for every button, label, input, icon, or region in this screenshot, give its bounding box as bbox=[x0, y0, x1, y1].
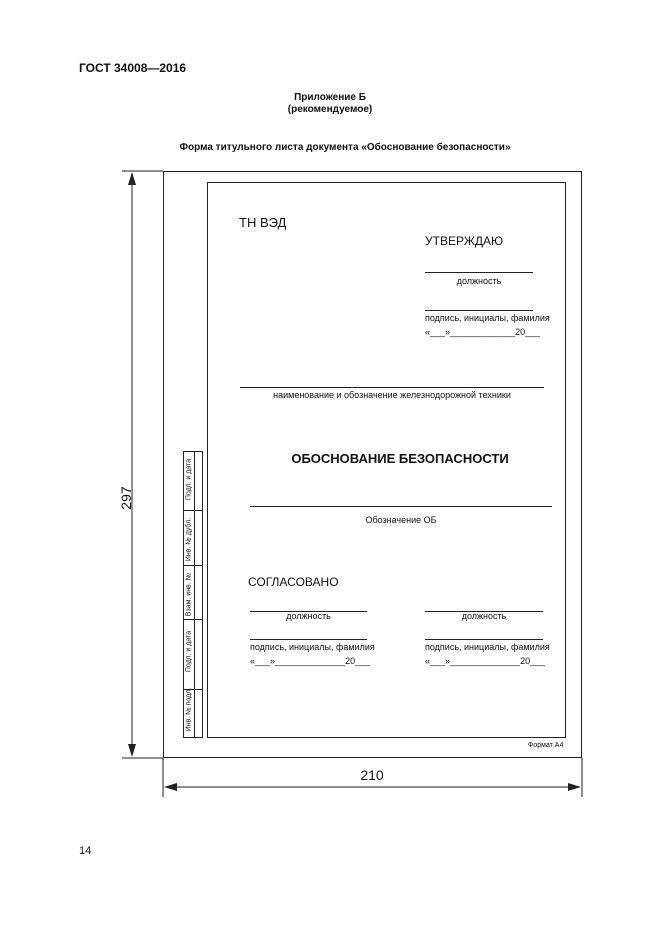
arrow-right-icon bbox=[568, 783, 581, 791]
arrow-left-icon bbox=[164, 783, 177, 791]
tech-name-caption: наименование и обозначение железнодорожной техники bbox=[273, 390, 511, 400]
format-label: Формат А4 bbox=[528, 742, 564, 749]
left-signature-caption: подпись, инициалы, фамилия bbox=[250, 642, 375, 652]
approve-date: «___»_____________20___ bbox=[425, 327, 541, 337]
side-label-sign-date-2: Подп. и дата bbox=[185, 630, 193, 673]
page-number: 14 bbox=[79, 845, 92, 857]
right-position-caption: должность bbox=[461, 611, 507, 621]
side-label-dup-inv: Инв. № дубл. bbox=[185, 517, 193, 562]
approve-signature-caption: подпись, инициалы, фамилия bbox=[425, 313, 550, 323]
height-dimension-label: 297 bbox=[118, 486, 134, 510]
side-label-replace-inv: Взам. инв. № bbox=[185, 572, 193, 617]
tn-ved-label: ТН ВЭД bbox=[239, 215, 287, 230]
side-label-sign-date-1: Подп. и дата bbox=[185, 458, 193, 501]
width-dimension-label: 210 bbox=[360, 767, 384, 783]
appendix-title: Приложение Б bbox=[294, 92, 366, 103]
document-title: ОБОСНОВАНИЕ БЕЗОПАСНОСТИ bbox=[291, 451, 509, 466]
approve-heading: УТВЕРЖДАЮ bbox=[425, 234, 504, 248]
side-label-orig-inv: Инв. № подл. bbox=[185, 687, 193, 732]
right-signature-caption: подпись, инициалы, фамилия bbox=[425, 642, 550, 652]
form-title: Форма титульного листа документа «Обоснование безопасности» bbox=[179, 142, 511, 153]
agreed-heading: СОГЛАСОВАНО bbox=[248, 575, 339, 589]
approve-position-caption: должность bbox=[456, 276, 502, 286]
right-date: «___»______________20___ bbox=[425, 656, 546, 666]
left-position-caption: должность bbox=[286, 611, 331, 621]
designation-caption: Обозначение ОБ bbox=[365, 515, 437, 525]
left-date: «___»______________20___ bbox=[250, 656, 371, 666]
arrow-down-icon bbox=[128, 744, 136, 757]
appendix-subtitle: (рекомендуемое) bbox=[287, 104, 373, 115]
arrow-up-icon bbox=[128, 172, 136, 185]
standard-number: ГОСТ 34008—2016 bbox=[79, 61, 187, 75]
